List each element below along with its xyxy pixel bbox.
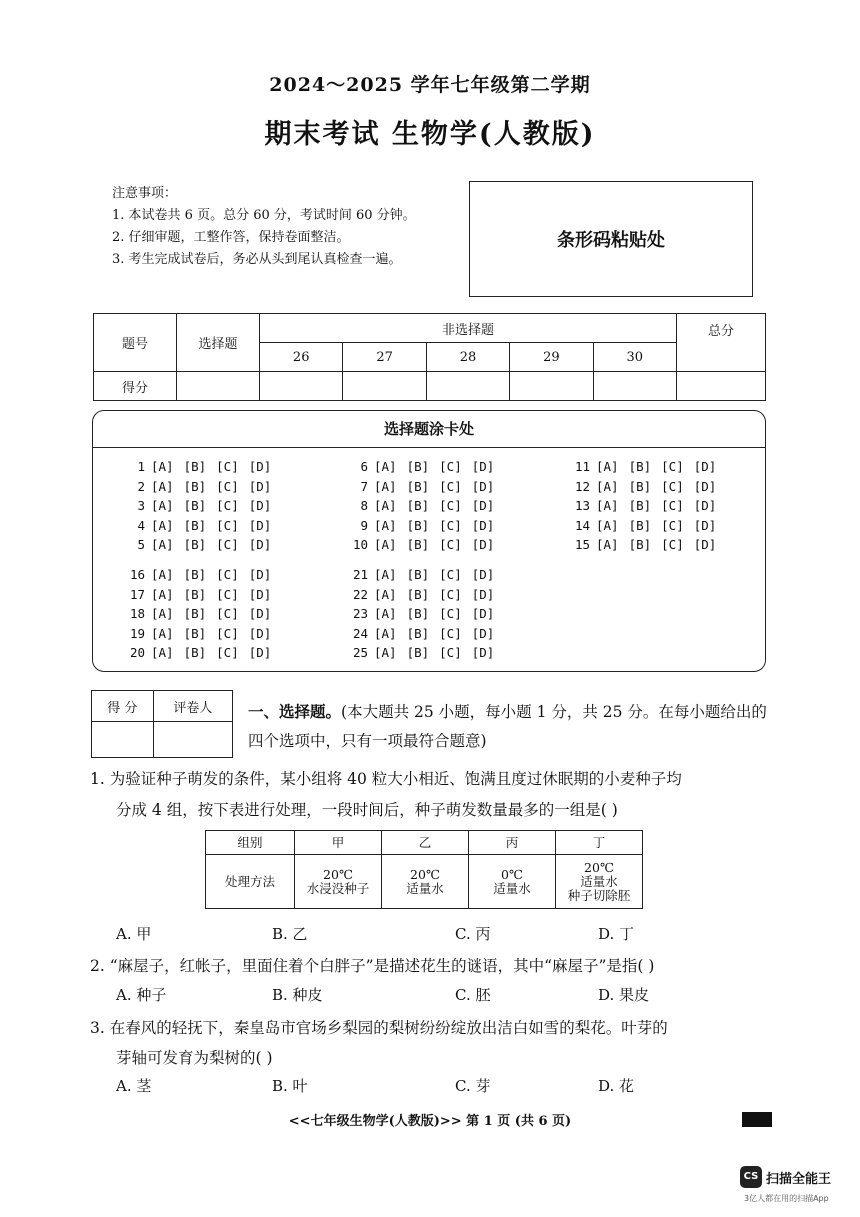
answer-bubble[interactable]: [B]: [183, 586, 207, 602]
question-number: 16: [129, 567, 145, 582]
question-number: 7: [360, 478, 368, 494]
black-marker: [742, 1112, 772, 1127]
answer-bubble[interactable]: [B]: [406, 567, 430, 582]
answer-bubble[interactable]: [C]: [661, 537, 684, 552]
exp-header: 乙: [382, 831, 469, 855]
section-desc: (本大题共 25 小题，每小题 1 分，共 25 分。在每小题给出的四个选项中，只有一项最符合题意): [248, 703, 767, 750]
q1-option-a[interactable]: A. 甲: [116, 925, 152, 943]
exp-cell: [295, 855, 382, 909]
answer-bubble[interactable]: [A]: [151, 478, 174, 494]
score-cell[interactable]: [593, 372, 676, 401]
exp-cell: [469, 855, 556, 909]
question-number: 20: [129, 645, 145, 660]
score-col-number: 28: [426, 343, 509, 372]
answer-bubble[interactable]: [B]: [183, 645, 207, 660]
q2-option-d[interactable]: D. 果皮: [598, 986, 650, 1004]
answer-bubble[interactable]: [D]: [471, 478, 495, 494]
answer-bubble[interactable]: [C]: [661, 478, 684, 494]
answer-bubble[interactable]: [A]: [151, 606, 174, 621]
q2-stem: 2. “麻屋子，红帐子，里面住着个白胖子”是描述花生的谜语，其中“麻屋子”是指( ): [90, 957, 655, 975]
exp-condition: 适量水: [580, 873, 618, 889]
question-number: 9: [360, 517, 368, 533]
answer-row: [123, 496, 281, 516]
score-cell[interactable]: [426, 372, 509, 401]
answer-row: [346, 604, 504, 624]
answer-row: [346, 535, 504, 555]
answer-bubble[interactable]: [D]: [248, 625, 272, 641]
score-cell[interactable]: [677, 372, 766, 401]
q1-stem-line2: 分成 4 组，按下表进行处理，一段时间后，种子萌发数量最多的一组是( ): [116, 801, 618, 819]
score-header-feixuanze: 非选择题: [260, 314, 677, 343]
score-col-number: 29: [510, 343, 593, 372]
answer-bubble[interactable]: [D]: [693, 459, 717, 474]
score-header-zongfen: 总分: [677, 314, 766, 372]
answer-bubble[interactable]: [D]: [693, 537, 717, 552]
answer-bubble[interactable]: [C]: [439, 459, 462, 474]
grader-name-cell[interactable]: [153, 722, 232, 758]
answer-column: [568, 457, 726, 555]
q3-option-d[interactable]: D. 花: [598, 1077, 635, 1095]
answer-bubble[interactable]: [C]: [216, 606, 239, 621]
exp-cell: [382, 855, 469, 909]
answer-bubble[interactable]: [A]: [151, 517, 174, 533]
scanner-logo-icon: CS: [740, 1166, 762, 1188]
answer-bubble[interactable]: [B]: [183, 567, 207, 582]
answer-bubble[interactable]: [C]: [439, 537, 462, 552]
answer-bubble[interactable]: [D]: [471, 625, 495, 641]
exp-temp: 20℃: [584, 859, 614, 875]
exam-subject-title: 期末考试 生物学(人教版): [264, 119, 596, 150]
answer-bubble[interactable]: [B]: [183, 498, 207, 513]
answer-row: [568, 457, 726, 477]
answer-bubble[interactable]: [B]: [406, 606, 430, 621]
question-number: 18: [129, 606, 145, 621]
answer-row: [346, 624, 504, 644]
question-number: 2: [137, 478, 145, 494]
answer-bubble[interactable]: [B]: [406, 459, 430, 474]
answer-bubble[interactable]: [D]: [693, 498, 717, 513]
answer-bubble[interactable]: [C]: [216, 625, 239, 641]
answer-bubble[interactable]: [A]: [374, 625, 397, 641]
answer-row: [123, 643, 281, 663]
answer-bubble[interactable]: [B]: [183, 625, 207, 641]
answer-bubble[interactable]: [C]: [439, 625, 462, 641]
grader-defen-label: 得 分: [92, 691, 154, 722]
answer-row: [568, 516, 726, 536]
answer-bubble[interactable]: [B]: [628, 498, 652, 513]
answer-bubble[interactable]: [D]: [471, 567, 495, 582]
answer-bubble[interactable]: [C]: [661, 517, 684, 533]
exp-condition: 适量水: [406, 880, 444, 896]
answer-bubble[interactable]: [B]: [183, 459, 207, 474]
answer-bubble[interactable]: [B]: [183, 537, 207, 552]
notes-item: 2. 仔细审题，工整作答，保持卷面整洁。: [112, 230, 350, 245]
question-number: 17: [129, 586, 145, 602]
score-col-number: 27: [343, 343, 426, 372]
question-number: 23: [352, 606, 368, 621]
section-title: 一、选择题。: [248, 702, 342, 721]
answer-bubble[interactable]: [C]: [216, 567, 239, 582]
answer-column: [346, 457, 504, 555]
answer-row: [123, 535, 281, 555]
q1-option-d[interactable]: D. 丁: [598, 925, 635, 943]
scanner-name: 扫描全能王: [766, 1172, 832, 1187]
question-number: 14: [574, 517, 590, 533]
answer-bubble[interactable]: [C]: [216, 645, 239, 660]
answer-bubble[interactable]: [D]: [248, 537, 272, 552]
score-row-defen: 得分: [94, 372, 177, 401]
answer-row: [123, 457, 281, 477]
question-number: 13: [574, 498, 590, 513]
answer-bubble[interactable]: [C]: [216, 498, 239, 513]
answer-bubble[interactable]: [A]: [374, 606, 397, 621]
exp-header: 丁: [556, 831, 643, 855]
question-number: 25: [352, 645, 368, 660]
answer-bubble[interactable]: [C]: [439, 645, 462, 660]
answer-bubble[interactable]: [A]: [151, 645, 174, 660]
answer-bubble[interactable]: [B]: [406, 586, 430, 602]
q1-experiment-table: [205, 830, 643, 909]
question-number: 15: [574, 537, 590, 552]
exp-cell: [556, 855, 643, 909]
answer-bubble[interactable]: [D]: [248, 567, 272, 582]
answer-row: [123, 585, 281, 605]
answer-row: [346, 496, 504, 516]
answer-bubble[interactable]: [D]: [248, 586, 272, 602]
answer-bubble[interactable]: [A]: [151, 625, 174, 641]
answer-bubble[interactable]: [B]: [406, 645, 430, 660]
answer-bubble[interactable]: [C]: [216, 478, 239, 494]
score-cell[interactable]: [510, 372, 593, 401]
score-table: [93, 313, 766, 401]
answer-bubble[interactable]: [A]: [151, 586, 174, 602]
barcode-label: 条形码粘贴处: [557, 230, 665, 251]
exp-temp: 20℃: [410, 866, 440, 882]
answer-row: [346, 477, 504, 497]
answer-row: [346, 565, 504, 585]
answer-bubble[interactable]: [C]: [439, 567, 462, 582]
exp-row-label: 处理方法: [206, 855, 295, 909]
answer-bubble[interactable]: [B]: [628, 537, 652, 552]
answer-bubble[interactable]: [A]: [596, 517, 619, 533]
answer-row: [568, 496, 726, 516]
exp-header: 组别: [206, 831, 295, 855]
q2-option-c[interactable]: C. 胚: [455, 986, 491, 1004]
answer-bubble[interactable]: [D]: [248, 478, 272, 494]
answer-bubble[interactable]: [A]: [596, 498, 619, 513]
section-heading: [248, 697, 768, 756]
barcode-area: [469, 181, 753, 297]
answer-row: [346, 516, 504, 536]
answer-bubble[interactable]: [B]: [628, 478, 652, 494]
exp-temp: 0℃: [501, 866, 523, 882]
grader-table: [91, 690, 233, 758]
page-footer: <<七年级生物学(人教版)>> 第 1 页 (共 6 页): [288, 1114, 572, 1129]
notes-item: 1. 本试卷共 6 页。总分 60 分，考试时间 60 分钟。: [112, 208, 416, 223]
answer-bubble[interactable]: [A]: [374, 517, 397, 533]
question-number: 22: [352, 586, 368, 602]
answer-bubble[interactable]: [D]: [248, 606, 272, 621]
answer-bubble[interactable]: [C]: [661, 459, 684, 474]
answer-bubble[interactable]: [C]: [439, 517, 462, 533]
exp-condition: 种子切除胚: [567, 887, 631, 903]
answer-bubble[interactable]: [A]: [596, 459, 619, 474]
question-number: 19: [129, 625, 145, 641]
q2-option-a[interactable]: A. 种子: [116, 986, 167, 1004]
answer-bubble[interactable]: [A]: [374, 567, 397, 582]
q1-option-c[interactable]: C. 丙: [455, 925, 491, 943]
answer-row: [346, 643, 504, 663]
notes-title: 注意事项：: [112, 186, 178, 201]
answer-bubble[interactable]: [A]: [374, 537, 397, 552]
answer-row: [568, 535, 726, 555]
answer-bubble[interactable]: [D]: [248, 517, 272, 533]
answer-row: [123, 565, 281, 585]
q3-stem-line2: 芽轴可发育为梨树的( ): [116, 1049, 273, 1067]
question-number: 4: [137, 517, 145, 533]
q3-option-c[interactable]: C. 芽: [455, 1077, 491, 1095]
answer-bubble[interactable]: [C]: [439, 498, 462, 513]
answer-bubble[interactable]: [B]: [406, 625, 430, 641]
answer-bubble[interactable]: [A]: [374, 645, 397, 660]
answer-bubble[interactable]: [D]: [248, 459, 272, 474]
answer-bubble[interactable]: [B]: [628, 459, 652, 474]
answer-row: [123, 604, 281, 624]
answer-column: [123, 565, 281, 663]
question-number: 8: [360, 498, 368, 513]
notes-item: 3. 考生完成试卷后，务必从头到尾认真检查一遍。: [112, 252, 402, 267]
answer-row: [346, 585, 504, 605]
answer-bubble[interactable]: [B]: [183, 517, 207, 533]
q2-option-b[interactable]: B. 种皮: [272, 986, 323, 1004]
score-col-number: 30: [593, 343, 676, 372]
exp-condition: 水浸没种子: [306, 880, 370, 896]
answer-bubble[interactable]: [D]: [248, 645, 272, 660]
q1-option-b[interactable]: B. 乙: [272, 925, 308, 943]
answer-row: [346, 457, 504, 477]
answer-column: [123, 457, 281, 555]
exp-header: 丙: [469, 831, 556, 855]
answer-column: [346, 565, 504, 663]
answer-bubble[interactable]: [B]: [406, 517, 430, 533]
answer-bubble[interactable]: [D]: [471, 498, 495, 513]
answer-bubble[interactable]: [C]: [661, 498, 684, 513]
answer-bubble[interactable]: [C]: [439, 478, 462, 494]
question-number: 24: [352, 625, 368, 641]
question-number: 11: [574, 459, 590, 474]
answer-bubble[interactable]: [C]: [216, 586, 239, 602]
answer-row: [123, 477, 281, 497]
grader-score-cell[interactable]: [92, 722, 154, 758]
question-number: 3: [137, 498, 145, 513]
question-number: 5: [137, 537, 145, 552]
answer-bubble[interactable]: [A]: [596, 478, 619, 494]
answer-bubble[interactable]: [B]: [406, 498, 430, 513]
answer-bubble[interactable]: [B]: [183, 606, 207, 621]
grader-pingjuanren-label: 评卷人: [153, 691, 232, 722]
answer-bubble[interactable]: [A]: [596, 537, 619, 552]
answer-bubble[interactable]: [C]: [216, 459, 239, 474]
answer-row: [568, 477, 726, 497]
answer-bubble[interactable]: [D]: [248, 498, 272, 513]
answer-bubble[interactable]: [D]: [693, 478, 717, 494]
answer-bubble[interactable]: [B]: [406, 478, 430, 494]
score-col-number: 26: [260, 343, 343, 372]
answer-bubble[interactable]: [A]: [151, 537, 174, 552]
exam-year-title: 2024～2025 学年七年级第二学期: [269, 74, 591, 96]
answer-bubble[interactable]: [B]: [406, 537, 430, 552]
answer-bubble[interactable]: [A]: [151, 498, 174, 513]
q3-option-b[interactable]: B. 叶: [272, 1077, 308, 1095]
answer-bubble[interactable]: [C]: [439, 606, 462, 621]
answer-bubble[interactable]: [B]: [628, 517, 652, 533]
scanner-tagline: 3亿人都在用的扫描App: [744, 1194, 829, 1203]
answer-bubble[interactable]: [D]: [471, 537, 495, 552]
question-number: 10: [352, 537, 368, 552]
answer-row: [123, 516, 281, 536]
answer-bubble[interactable]: [D]: [471, 517, 495, 533]
score-cell[interactable]: [343, 372, 426, 401]
q3-stem-line1: 3. 在春风的轻抚下，秦皇岛市官场乡梨园的梨树纷纷绽放出洁白如雪的梨花。叶芽的: [90, 1019, 668, 1037]
answer-bubble[interactable]: [A]: [374, 498, 397, 513]
score-header-xuanze: 选择题: [177, 314, 260, 372]
score-cell[interactable]: [260, 372, 343, 401]
score-cell[interactable]: [177, 372, 260, 401]
answer-row: [123, 624, 281, 644]
answer-bubble[interactable]: [C]: [439, 586, 462, 602]
q3-option-a[interactable]: A. 茎: [116, 1077, 152, 1095]
answer-bubble[interactable]: [A]: [374, 478, 397, 494]
q1-stem-line1: 1. 为验证种子萌发的条件，某小组将 40 粒大小相近、饱满且度过休眠期的小麦种子均: [90, 770, 682, 788]
answer-bubble[interactable]: [A]: [374, 459, 397, 474]
answer-bubble[interactable]: [D]: [471, 459, 495, 474]
answer-bubble[interactable]: [C]: [216, 537, 239, 552]
answer-bubble[interactable]: [D]: [471, 586, 495, 602]
answer-bubble[interactable]: [A]: [151, 459, 174, 474]
answer-bubble[interactable]: [B]: [183, 478, 207, 494]
answer-bubble[interactable]: [A]: [151, 567, 174, 582]
answer-bubble[interactable]: [D]: [471, 606, 495, 621]
exp-temp: 20℃: [323, 866, 353, 882]
question-number: 1: [137, 459, 145, 474]
answer-bubble[interactable]: [C]: [216, 517, 239, 533]
score-header-tihao: 题号: [94, 314, 177, 372]
question-number: 12: [574, 478, 590, 494]
exp-header: 甲: [295, 831, 382, 855]
exp-condition: 适量水: [493, 880, 531, 896]
answer-bubble[interactable]: [D]: [471, 645, 495, 660]
exam-notes: [112, 183, 416, 271]
question-number: 21: [352, 567, 368, 582]
answer-card: [92, 410, 766, 672]
answer-card-title: 选择题涂卡处: [93, 411, 765, 448]
answer-bubble[interactable]: [A]: [374, 586, 397, 602]
answer-bubble[interactable]: [D]: [693, 517, 717, 533]
question-number: 6: [360, 459, 368, 474]
